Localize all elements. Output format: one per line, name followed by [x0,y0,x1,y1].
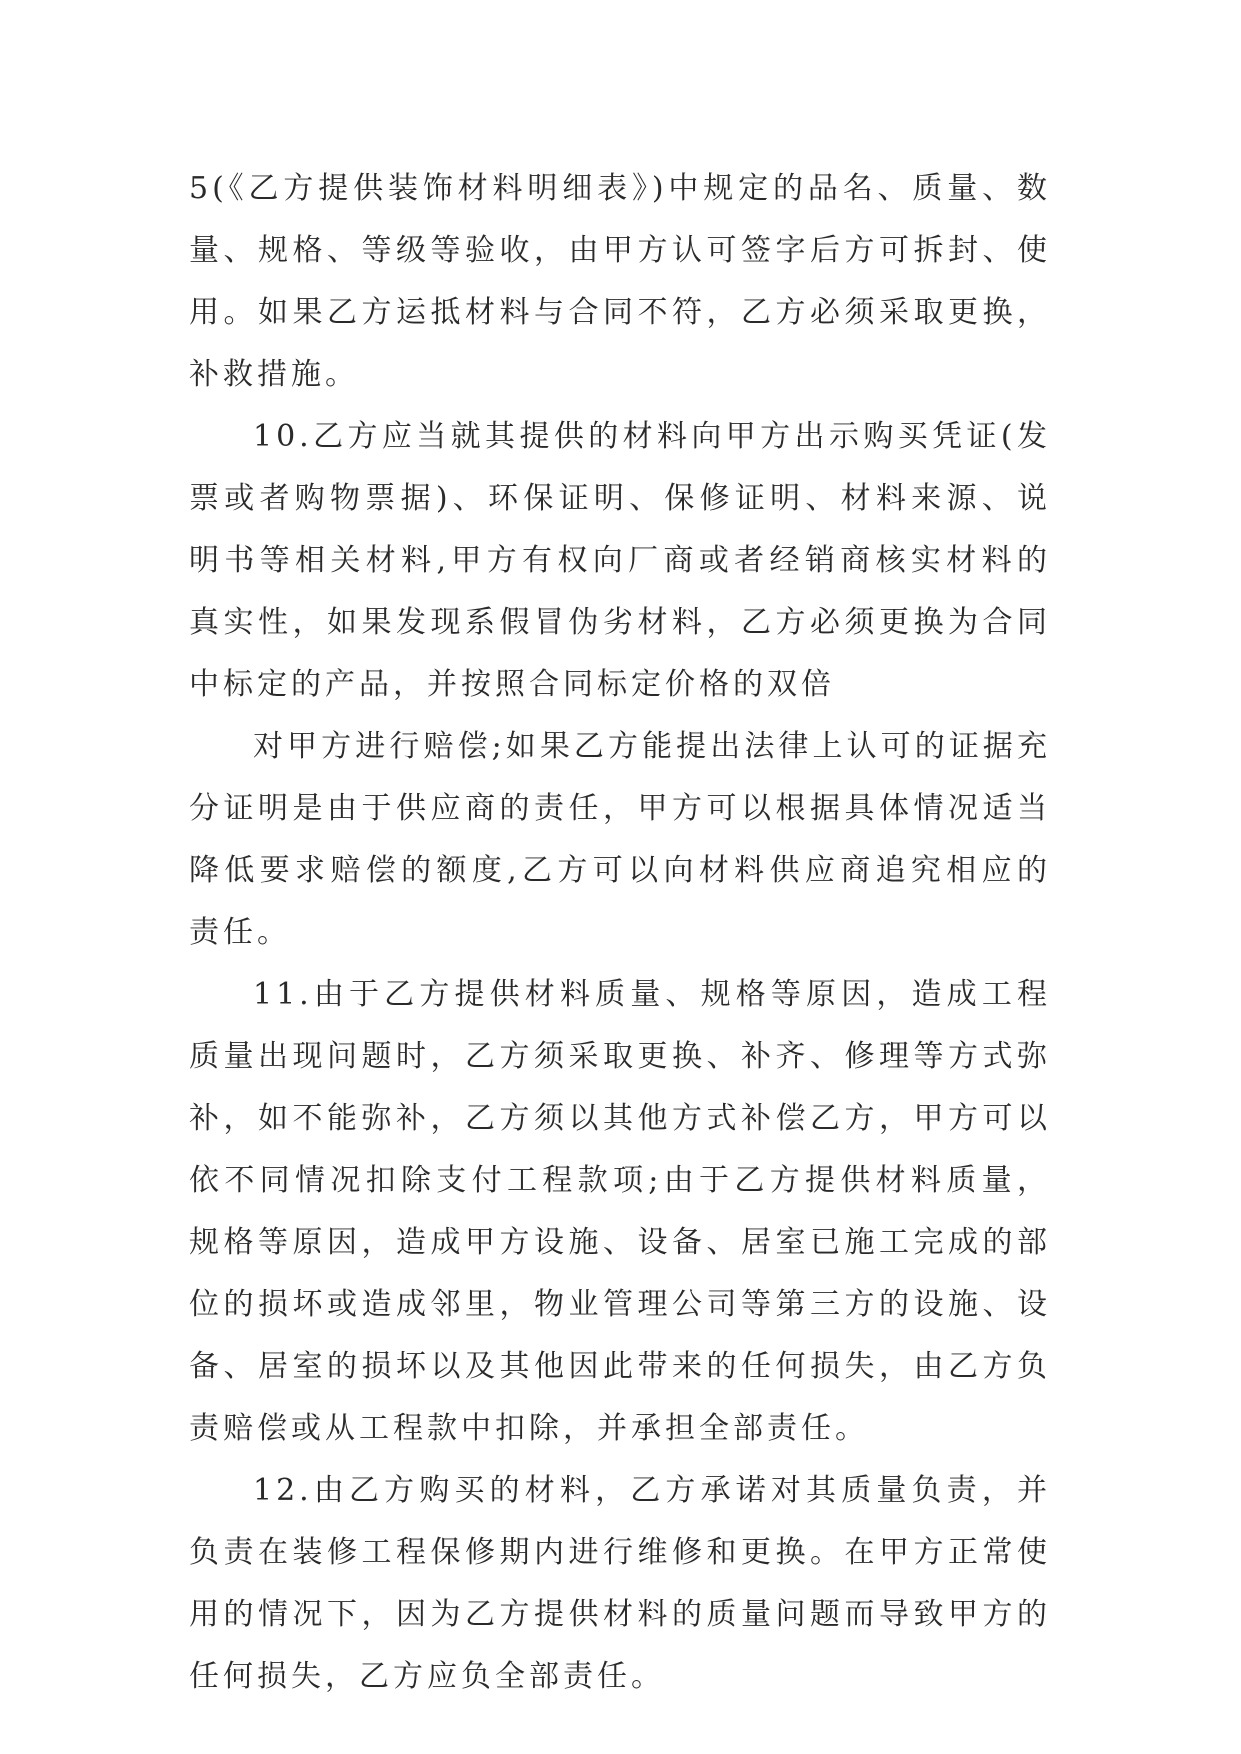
paragraph-10-purchase-proof: 10.乙方应当就其提供的材料向甲方出示购买凭证(发票或者购物票据)、环保证明、保修证明、材料来源、说明书等相关材料,甲方有权向厂商或者经销商核实材料的真实性，如果发现系假冒伪劣材料，乙方必须更换为合同中标定的产品，并按照合同标定价格的双倍 [189,419,1051,702]
paragraph-compensation: 对甲方进行赔偿;如果乙方能提出法律上认可的证据充分证明是由于供应商的责任，甲方可以根据具体情况适当降低要求赔偿的额度,乙方可以向材料供应商追究相应的责任。 [189,729,1051,950]
document-body [189,158,1051,1708]
paragraph-12-warranty: 12.由乙方购买的材料，乙方承诺对其质量负责，并负责在装修工程保修期内进行维修和更换。在甲方正常使用的情况下，因为乙方提供材料的质量问题而导致甲方的任何损失，乙方应负全部责任。 [189,1473,1051,1694]
paragraph-11-quality-issues: 11.由于乙方提供材料质量、规格等原因，造成工程质量出现问题时，乙方须采取更换、补齐、修理等方式弥补，如不能弥补，乙方须以其他方式补偿乙方，甲方可以依不同情况扣除支付工程款项;由于乙方提供材料质量，规格等原因，造成甲方设施、设备、居室已施工完成的部位的损坏或造成邻里，物业管理公司等第三方的设施、设备、居室的损坏以及其他因此带来的任何损失，由乙方负责赔偿或从工程款中扣除，并承担全部责任。 [189,977,1051,1446]
paragraph-material-inspection: 5(《乙方提供装饰材料明细表》)中规定的品名、质量、数量、规格、等级等验收，由甲方认可签字后方可拆封、使用。如果乙方运抵材料与合同不符，乙方必须采取更换，补救措施。 [189,171,1051,392]
